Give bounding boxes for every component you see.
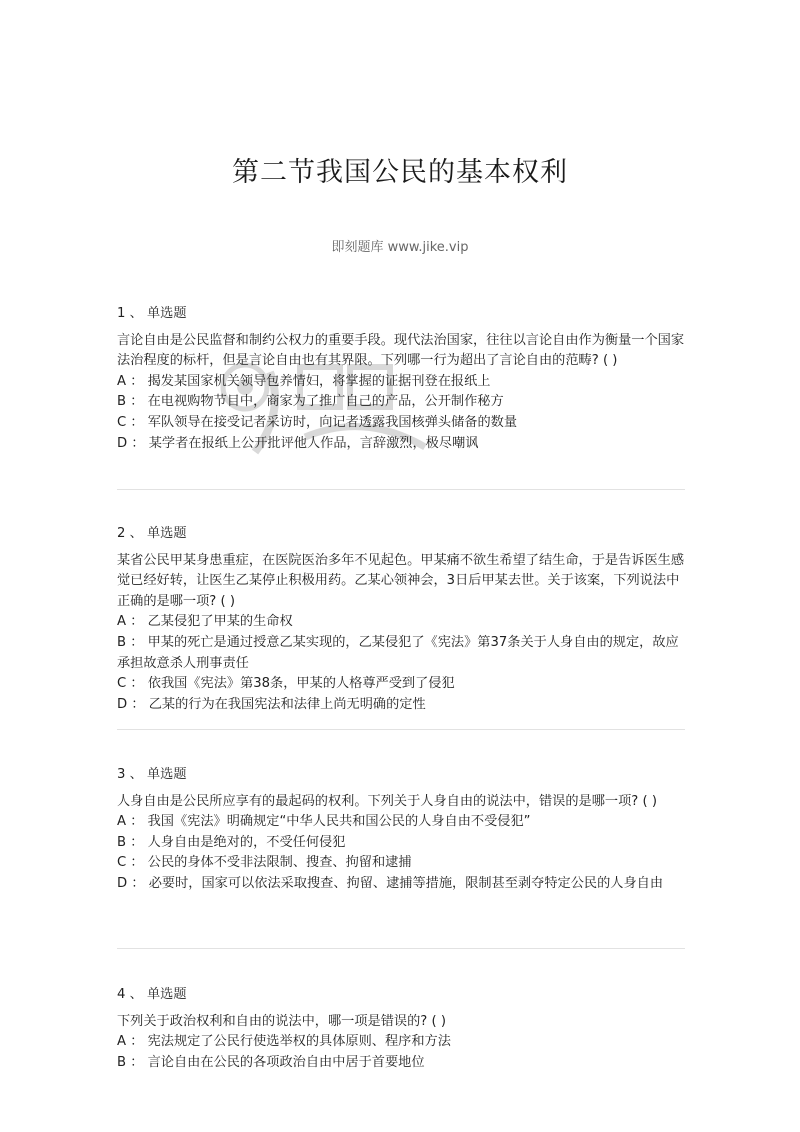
option-b[interactable]: B ： 甲某的死亡是通过授意乙某实现的，乙某侵犯了《宪法》第37条关于人身自由的规定，故应承担故意杀人刑事责任 — [117, 634, 679, 671]
option-a[interactable]: A ： 我国《宪法》明确规定“中华人民共和国公民的人身自由不受侵犯” — [117, 814, 531, 830]
question-divider — [117, 729, 685, 730]
question-type-label: 2 、 单选题 — [117, 526, 187, 541]
option-c[interactable]: C ： 公民的身体不受非法限制、搜查、拘留和逮捕 — [117, 855, 412, 871]
question-2 — [117, 524, 685, 715]
option-b[interactable]: B ： 人身自由是绝对的，不受任何侵犯 — [117, 834, 346, 850]
question-divider — [117, 948, 685, 949]
question-3 — [117, 765, 685, 895]
option-c[interactable]: C ： 依我国《宪法》第38条，甲某的人格尊严受到了侵犯 — [117, 676, 455, 692]
option-b[interactable]: B ： 在电视购物节目中，商家为了推广自己的产品，公开制作秘方 — [117, 394, 504, 410]
option-b[interactable]: B ： 言论自由在公民的各项政治自由中居于首要地位 — [117, 1054, 425, 1070]
page-title: 第二节我国公民的基本权利 — [232, 157, 568, 188]
question-stem: 下列关于政治权利和自由的说法中，哪一项是错误的? ( ) — [117, 1013, 446, 1029]
option-a[interactable]: A ： 乙某侵犯了甲某的生命权 — [117, 614, 293, 630]
option-a[interactable]: A ： 揭发某国家机关领导包养情妇，将掌握的证据刊登在报纸上 — [117, 373, 491, 389]
option-d[interactable]: D ： 某学者在报纸上公开批评他人作品，言辞激烈，极尽嘲讽 — [117, 435, 479, 451]
question-stem: 言论自由是公民监督和制约公权力的重要手段。现代法治国家，往往以言论自由作为衡量一个国家法治程度的标杆，但是言论自由也有其界限。下列哪一行为超出了言论自由的范畴? ( ) — [117, 332, 685, 369]
option-d[interactable]: D ： 必要时，国家可以依法采取搜查、拘留、逮捕等措施，限制甚至剥夺特定公民的人身自由 — [117, 875, 664, 891]
question-divider — [117, 489, 685, 490]
option-a[interactable]: A ： 宪法规定了公民行使选举权的具体原则、程序和方法 — [117, 1034, 451, 1050]
source-line: 即刻题库 www.jike.vip — [331, 240, 469, 255]
question-type-label: 4 、 单选题 — [117, 987, 187, 1002]
option-d[interactable]: D ： 乙某的行为在我国宪法和法律上尚无明确的定性 — [117, 696, 426, 712]
option-c[interactable]: C ： 军队领导在接受记者采访时，向记者透露我国核弹头储备的数量 — [117, 414, 518, 430]
question-1 — [117, 304, 685, 454]
question-4 — [117, 985, 685, 1073]
question-type-label: 1 、 单选题 — [117, 306, 187, 321]
question-stem: 某省公民甲某身患重症，在医院医治多年不见起色。甲某痛不欲生希望了结生命，于是告诉医生感觉已经好转，让医生乙某停止积极用药。乙某心领神会，3日后甲某去世。关于该案，下列说法中正确的是哪一项? ( ) — [117, 552, 685, 609]
question-stem: 人身自由是公民所应享有的最起码的权利。下列关于人身自由的说法中，错误的是哪一项? ( ) — [117, 793, 657, 809]
question-type-label: 3 、 单选题 — [117, 767, 187, 782]
